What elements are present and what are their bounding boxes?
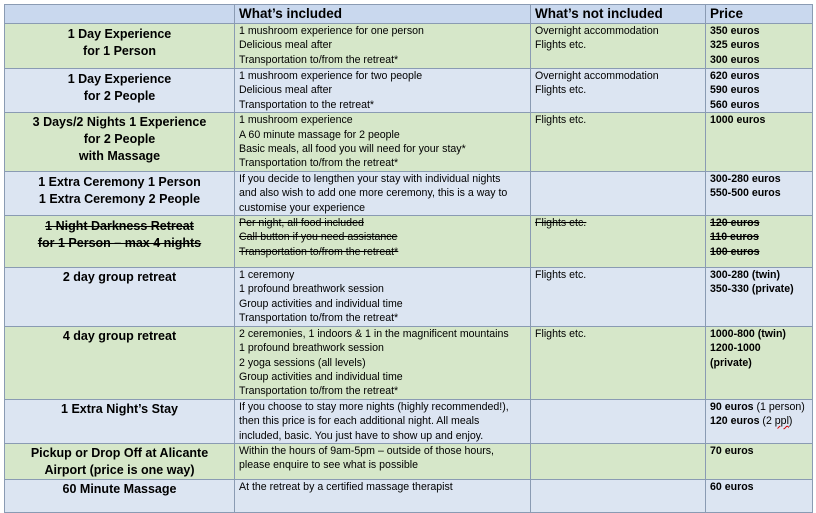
package-name [5,24,235,69]
price-cell [706,24,813,69]
price-line: 300 euros [710,53,760,66]
header-included: What’s included [235,5,531,24]
included-cell [235,171,531,215]
included-line: If you choose to stay more nights (highly recommended!), [239,400,509,413]
not-included-line: Overnight accommodation [535,70,659,82]
table-row [5,216,813,268]
not-included-cell [531,69,706,113]
package-name [5,479,235,512]
price-cell [706,268,813,327]
table-row [5,171,813,215]
package-line: 1 Extra Ceremony 1 Person [38,174,201,189]
price-line: 1200-1000 [710,342,761,355]
package-name [5,69,235,113]
price-cell [706,479,813,512]
included-line: If you decide to lengthen your stay with individual nights [239,172,501,185]
price-line: 550-500 euros [710,187,781,200]
not-included-cell [531,216,706,268]
included-line: 1 profound breathwork session [239,342,384,355]
price-note: (1 person) [753,400,805,413]
included-cell [235,268,531,327]
table-row [5,443,813,479]
included-cell [235,443,531,479]
included-line: Within the hours of 9am-5pm – outside of those hours, [239,444,494,457]
not-included-cell [531,479,706,512]
not-included-line: Overnight accommodation [535,25,659,37]
price-cell [706,399,813,443]
price-line: 1000 euros [710,114,766,127]
price-cell [706,171,813,215]
price-line: 560 euros [710,98,760,111]
price-line: (private) [710,356,752,369]
package-line: 1 Day Experience [67,72,172,86]
included-line: Delicious meal after [239,84,333,97]
package-line: 3 Days/2 Nights 1 Experience [32,115,207,130]
header-not-included: What’s not included [531,5,706,24]
pricing-table [4,4,813,513]
package-line: for 2 People [83,132,156,147]
package-name [5,113,235,172]
included-line: Transportation to/from the retreat* [239,157,399,170]
price-note-tail: ) [788,415,793,428]
included-line: 2 yoga sessions (all levels) [239,356,366,369]
included-line: Group activities and individual time [239,370,403,383]
included-line: Call button if you need assistance [239,231,398,244]
included-line: 1 mushroom experience for two people [239,70,423,82]
package-name [5,268,235,327]
not-included-cell [531,399,706,443]
package-line: Airport (price is one way) [44,462,195,477]
price-line: 1000-800 (twin) [710,327,786,340]
header-package [5,5,235,24]
package-line: Pickup or Drop Off at Alicante [30,445,209,460]
not-included-cell [531,268,706,327]
price-line: 300-280 (twin) [710,269,781,282]
package-name [5,216,235,268]
not-included-cell [531,443,706,479]
package-line: 1 Extra Night’s Stay [61,401,178,416]
price-line: 110 euros [710,231,759,244]
not-included-line: Flights etc. [535,114,587,127]
table-row [5,399,813,443]
price-bold: 90 euros [710,400,754,413]
included-line: A 60 minute massage for 2 people [239,128,400,141]
price-line: 100 euros [710,245,760,258]
table-row [5,479,813,512]
included-line: 2 ceremonies, 1 indoors & 1 in the magnificent mountains [239,327,509,340]
included-cell [235,24,531,69]
price-line: 350-330 (private) [710,283,794,296]
included-cell [235,113,531,172]
price-line: 70 euros [710,444,754,457]
spellcheck-word: ppl [774,415,789,428]
included-line: At the retreat by a certified massage therapist [239,480,453,493]
price-cell [706,113,813,172]
table-row [5,326,813,399]
included-line: included, basic. You just have to show up and enjoy. [239,429,484,442]
included-line: Transportation to/from the retreat* [239,245,399,258]
included-line: Group activities and individual time [239,297,403,310]
included-line: and also wish to add one more ceremony, this is a way to [239,187,508,200]
not-included-line: Flights etc. [535,39,587,52]
header-row [5,5,813,24]
package-line: for 1 Person – max 4 nights [37,236,202,251]
included-cell [235,326,531,399]
package-line: 60 Minute Massage [62,481,177,496]
included-cell [235,69,531,113]
included-line: then this price is for each additional night. All meals [239,415,480,428]
price-line: 300-280 euros [710,172,781,185]
price-line: 350 euros [710,25,760,37]
price-line: 325 euros [710,39,760,52]
package-line: 2 day group retreat [62,270,177,285]
included-line: 1 profound breathwork session [239,283,384,296]
package-line: for 2 People [83,89,156,103]
not-included-cell [531,171,706,215]
price-line: 590 euros [710,84,760,97]
package-name [5,443,235,479]
included-line: Transportation to/from the retreat* [239,385,399,398]
table-row [5,268,813,327]
included-line: 1 mushroom experience for one person [239,25,424,37]
included-cell [235,216,531,268]
included-line: Delicious meal after [239,39,333,52]
price-line [710,414,808,428]
price-line: 60 euros [710,480,754,493]
included-cell [235,399,531,443]
included-line: Transportation to the retreat* [239,98,375,111]
price-line: 120 euros [710,217,760,230]
not-included-cell [531,113,706,172]
package-line: 4 day group retreat [62,328,177,343]
price-bold: 120 euros [710,415,760,428]
package-line: 1 Day Experience [67,27,172,41]
included-line: please enquire to see what is possible [239,459,419,472]
price-cell [706,326,813,399]
package-line: with Massage [78,149,161,164]
package-line: for 1 Person [83,44,156,58]
header-price: Price [706,5,813,24]
package-name [5,326,235,399]
package-name [5,171,235,215]
included-line: Transportation to/from the retreat* [239,53,399,66]
not-included-cell [531,24,706,69]
table-row [5,69,813,113]
not-included-line: Flights etc. [535,217,587,230]
not-included-line: Flights etc. [535,327,587,340]
price-cell [706,69,813,113]
price-cell [706,216,813,268]
not-included-cell [531,326,706,399]
package-name [5,399,235,443]
included-line: Per night, all food included [239,217,364,230]
included-cell [235,479,531,512]
table-row [5,24,813,69]
price-note: (2 [759,415,775,428]
package-line: 1 Extra Ceremony 2 People [38,191,201,206]
included-line: customise your experience [239,201,366,214]
price-cell [706,443,813,479]
price-line [710,400,808,414]
included-line: Transportation to/from the retreat* [239,312,399,325]
not-included-line: Flights etc. [535,84,587,97]
included-line: Basic meals, all food you will need for your stay* [239,143,466,156]
not-included-line: Flights etc. [535,269,587,282]
table-row [5,113,813,172]
price-line: 620 euros [710,70,760,82]
package-line: 1 Night Darkness Retreat [45,219,194,234]
included-line: 1 ceremony [239,269,295,282]
included-line: 1 mushroom experience [239,114,353,127]
